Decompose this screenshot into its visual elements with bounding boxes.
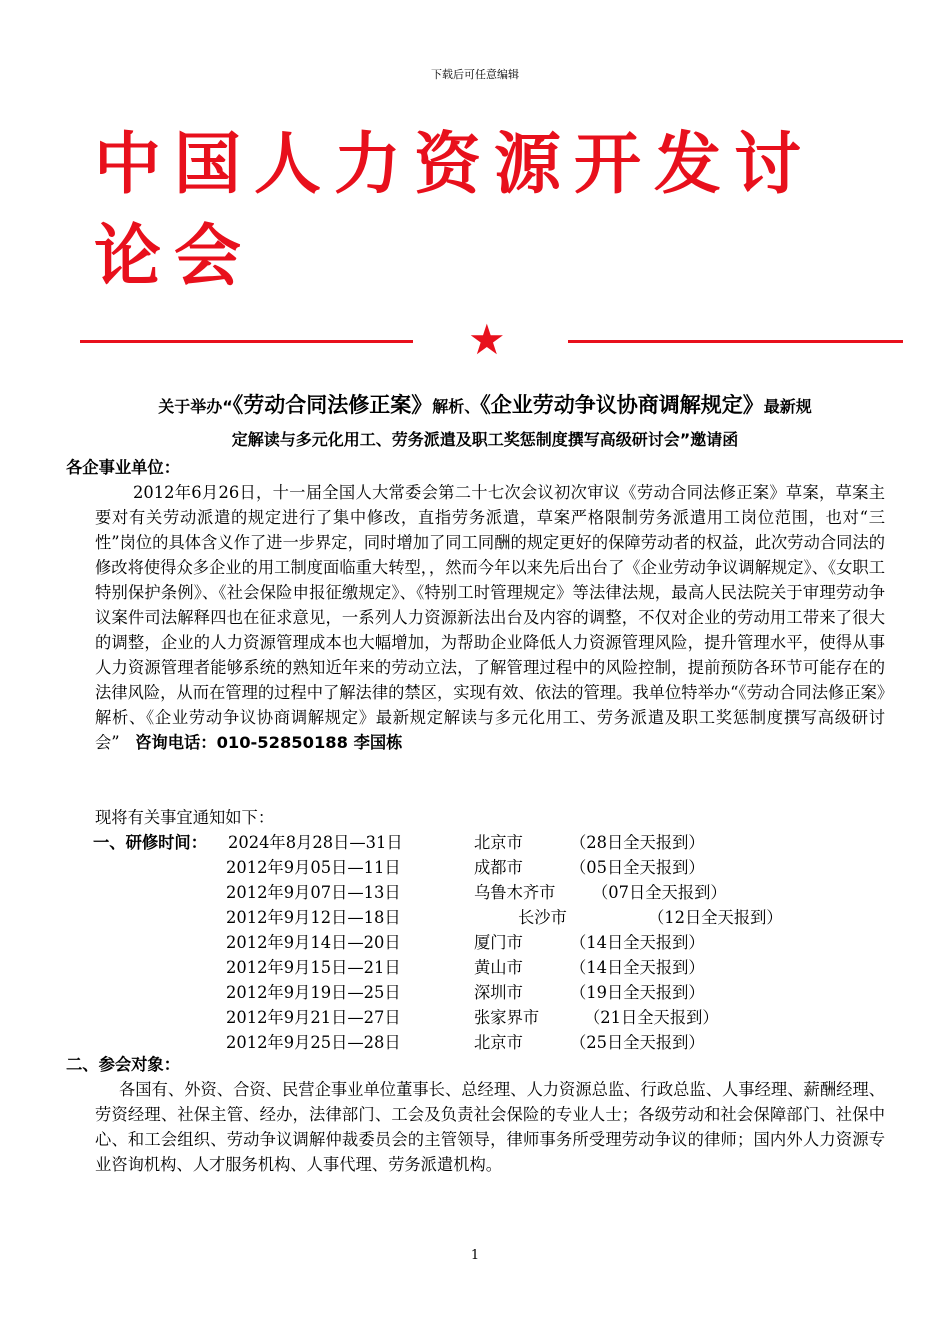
schedule-city: 长沙市: [518, 908, 567, 927]
intro-text: 2012年6月26日，十一届全国人大常委会第二十七次会议初次审议《劳动合同法修正案》草案，草案主要对有关劳动派遣的规定进行了集中修改，直指劳务派遣，草案严格限制劳务派遣用工岗位范围，也对“三性”岗位的具体含义作了进一步界定，同时增加了同工同酬的规定更好的保障劳动者的权益，此次劳动合同法的修改将使得众多企业的用工制度面临重大转型，，然而今年以来先后出台了《企业劳动争议调解规定》、《女职工特别保护条例》、《社会保险申报征缴规定》、《特别工时管理规定》等法律法规，最高人民法院关于审理劳动争议案件司法解释四也在征求意见，一系列人力资源新法出台及内容的调整，不仅对企业的劳动用工带来了很大的调整，企业的人力资源管理成本也大幅增加，为帮助企业降低人力资源管理风险，提升管理水平，使得从事人力资源管理者能够系统的熟知近年来的劳动立法，了解管理过程中的风险控制，提前预防各环节可能存在的法律风险，从而在管理的过程中了解法律的禁区，实现有效、依法的管理。我单位特举办“《劳动合同法修正案》解析、《企业劳动争议协商调解规定》最新规定解读与多元化用工、劳务派遣及职工奖惩制度撰写高级研讨会”: [95, 483, 885, 752]
schedule-note: （14日全天报到）: [570, 933, 705, 952]
subtitle-regulation-name: 《企业劳动争议协商调解规定》: [480, 393, 764, 417]
header-note: 下载后可任意编辑: [431, 68, 519, 81]
schedule-row: [0, 905, 950, 930]
schedule-row: [0, 855, 950, 880]
schedule-date: 2012年9月21日—27日: [226, 1008, 401, 1027]
right-divider: [568, 340, 903, 343]
contact-value: 010-52850188 李国栋: [216, 733, 403, 752]
schedule-date: 2012年9月19日—25日: [226, 983, 401, 1002]
schedule-city: 成都市: [474, 858, 523, 877]
schedule-city: 厦门市: [474, 933, 523, 952]
schedule-date: 2012年9月07日—13日: [226, 883, 401, 902]
schedule-note: （07日全天报到）: [592, 883, 727, 902]
schedule-note: （25日全天报到）: [570, 1033, 705, 1052]
subtitle-mid: 解析、: [432, 397, 481, 416]
subtitle-suffix: 最新规: [763, 397, 812, 416]
schedule-date: 2012年9月05日—11日: [226, 858, 401, 877]
participants-paragraph: 各国有、外资、合资、民营企事业单位董事长、总经理、人力资源总监、行政总监、人事经理、薪酬经理、劳资经理、社保主管、经办，法律部门、工会及负责社会保险的专业人士；各级劳动和社会保障部门、社保中心、和工会组织、劳动争议调解仲裁委员会的主管领导，律师事务所受理劳动争议的律师；国内外人力资源专业咨询机构、人才服务机构、人事代理、劳务派遣机构。: [95, 1080, 885, 1174]
schedule-city: 黄山市: [474, 958, 523, 977]
schedule-date: 2012年9月25日—28日: [226, 1033, 401, 1052]
salutation: 各企事业单位：: [66, 458, 180, 477]
schedule-city: 深圳市: [474, 983, 523, 1002]
schedule-row: [0, 830, 950, 855]
schedule-note: （14日全天报到）: [570, 958, 705, 977]
schedule-note: （05日全天报到）: [570, 858, 705, 877]
schedule-date: 2012年9月12日—18日: [226, 908, 401, 927]
schedule-row: [0, 980, 950, 1005]
schedule-city: 张家界市: [474, 1008, 540, 1027]
schedule-date: 2024年8月28日—31日: [228, 833, 403, 852]
section-time-label: 一、研修时间：: [93, 833, 207, 852]
schedule-row: [0, 930, 950, 955]
contact-label: 咨询电话：: [135, 733, 217, 752]
notice-line: 现将有关事宜通知如下：: [95, 808, 275, 827]
schedule-note: （28日全天报到）: [570, 833, 705, 852]
subtitle-prefix: 关于举办“: [158, 397, 233, 416]
schedule-list: [0, 830, 950, 1055]
section-participants-label: 二、参会对象：: [66, 1055, 180, 1074]
schedule-row: [0, 1005, 950, 1030]
intro-paragraph: [95, 480, 885, 755]
schedule-city: 北京市: [474, 833, 523, 852]
subtitle-line-1: [60, 390, 910, 422]
schedule-row: [0, 880, 950, 905]
page-number: 1: [470, 1248, 480, 1263]
schedule-note: （12日全天报到）: [648, 908, 783, 927]
schedule-city: 北京市: [474, 1033, 523, 1052]
subtitle-law-name: 《劳动合同法修正案》: [232, 393, 433, 417]
schedule-note: （21日全天报到）: [584, 1008, 719, 1027]
star-icon: ★: [468, 315, 506, 364]
page-title: 中国人力资源开发讨论会: [94, 125, 814, 295]
subtitle-line-2: 定解读与多元化用工、劳务派遣及职工奖惩制度撰写高级研讨会”邀请函: [231, 430, 739, 449]
schedule-note: （19日全天报到）: [570, 983, 705, 1002]
schedule-date: 2012年9月15日—21日: [226, 958, 401, 977]
schedule-city: 乌鲁木齐市: [474, 883, 556, 902]
schedule-date: 2012年9月14日—20日: [226, 933, 401, 952]
schedule-row: [0, 955, 950, 980]
left-divider: [80, 340, 413, 343]
